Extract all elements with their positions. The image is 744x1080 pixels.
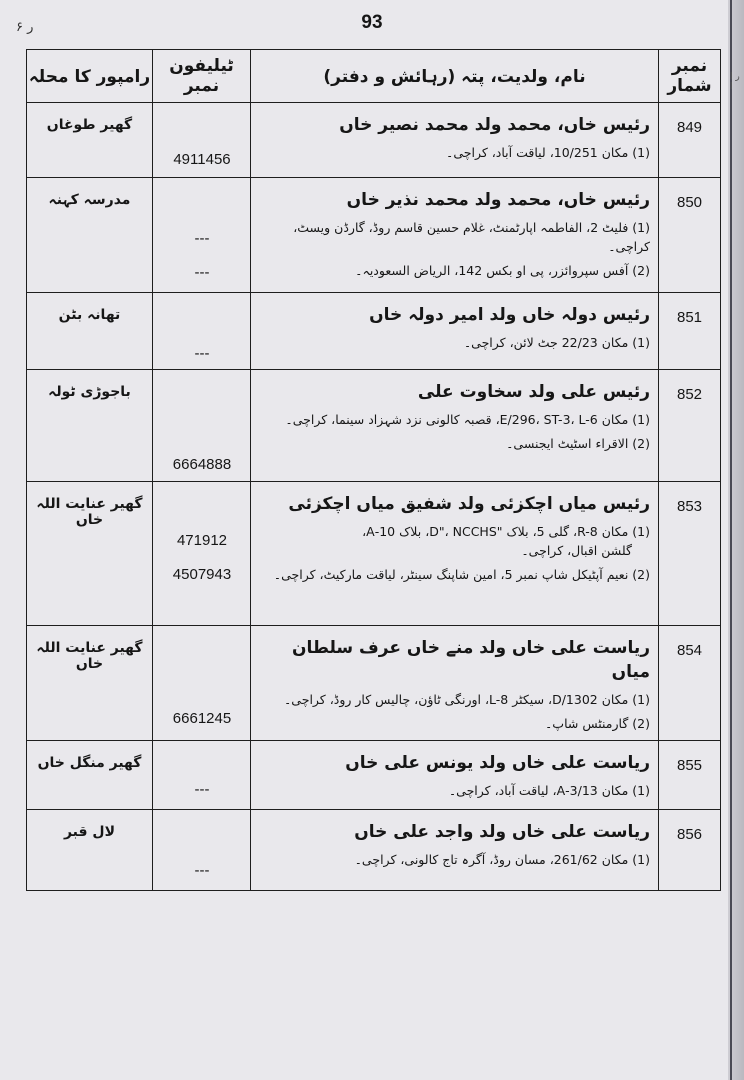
table-row: [27, 370, 721, 482]
row-person-name: رئیس علی ولد سخاوت علی: [417, 382, 650, 402]
table-header-row: [27, 50, 721, 103]
row-name-cell: [251, 293, 659, 370]
row-phone: ---: [194, 345, 210, 362]
row-phone-cell: [153, 370, 251, 482]
margin-label: ر ا ا: [730, 72, 740, 92]
row-name-cell: [251, 482, 659, 626]
row-person-name: رئیس خاں، محمد ولد محمد نصیر خاں: [339, 115, 650, 135]
row-phone: ---: [194, 862, 210, 879]
row-address-line: (1) مکان 3/13-A، لیاقت آباد، کراچی۔: [448, 783, 650, 798]
row-serial: 853: [659, 482, 721, 626]
row-name-cell: [251, 103, 659, 178]
row-address-line: (1) مکان 22/23 جٹ لائن، کراچی۔: [463, 335, 650, 350]
header-area: رامپور کا محلہ: [27, 50, 153, 103]
corner-mark: ر ۶: [16, 20, 34, 35]
row-phone: 6661245: [172, 710, 232, 727]
row-phone-cell: [153, 810, 251, 891]
row-area: مدرسہ کہنہ: [27, 178, 153, 293]
row-name-cell: [251, 810, 659, 891]
row-person-name: ریاست علی خاں ولد یونس علی خاں: [345, 753, 650, 773]
row-serial: 849: [659, 103, 721, 178]
row-area: گھیر عنایت اللہ خاں: [27, 482, 153, 626]
row-phone-cell: [153, 178, 251, 293]
row-area: گھیر منگل خاں: [27, 741, 153, 810]
book-spine: [728, 0, 744, 1080]
table-row: [27, 103, 721, 178]
row-address-line: (2) گارمنٹس شاپ۔: [544, 716, 650, 731]
row-phone: ---: [194, 230, 210, 247]
table-row: [27, 482, 721, 626]
table-row: [27, 178, 721, 293]
row-serial: 856: [659, 810, 721, 891]
row-person-name: رئیس خاں، محمد ولد محمد نذیر خاں: [346, 190, 650, 210]
row-address-line: (2) آفس سپروائزر، پی او بکس 142، الریاض السعودیہ۔: [355, 263, 650, 278]
row-area: لال قبر: [27, 810, 153, 891]
row-phone: ---: [194, 781, 210, 798]
row-phone: 4911456: [173, 151, 231, 168]
row-serial: 850: [659, 178, 721, 293]
row-phone-cell: [153, 741, 251, 810]
table-row: [27, 293, 721, 370]
row-person-name: رئیس دولہ خاں ولد امیر دولہ خاں: [369, 305, 650, 325]
row-address-line: (1) مکان 261/62، مسان روڈ، آگرہ تاج کالونی، کراچی۔: [354, 852, 650, 867]
row-area: گھیر عنایت اللہ خاں: [27, 626, 153, 741]
row-address-line: (1) فلیٹ 2، الفاطمہ اپارٹمنٹ، غلام حسین قاسم روڈ، گارڈن ویسٹ، کراچی۔: [293, 220, 650, 254]
row-address-line: (1) مکان E/296، ST-3، L-6، قصبہ کالونی نزد شہزاد سینما، کراچی۔: [285, 412, 650, 427]
row-phone-cell: [153, 482, 251, 626]
row-phone: 471912: [176, 532, 228, 549]
row-phone: 4507943: [172, 566, 232, 583]
row-phone-cell: [153, 293, 251, 370]
header-phone: ٹیلیفون نمبر: [153, 50, 251, 103]
row-phone: 6664888: [172, 456, 232, 473]
row-serial: 855: [659, 741, 721, 810]
row-serial: 851: [659, 293, 721, 370]
row-area: گھیر طوغاں: [27, 103, 153, 178]
row-area: باجوڑی ٹولہ: [27, 370, 153, 482]
row-address-line: (1) مکان D/1302، سیکٹر L-8، اورنگی ٹاؤن، چالیس کار روڈ، کراچی۔: [283, 692, 650, 707]
row-phone-cell: [153, 626, 251, 741]
row-address-line: (1) مکان 10/251، لیاقت آباد، کراچی۔: [446, 145, 650, 160]
row-address-line: گلشن اقبال، کراچی۔: [521, 543, 632, 558]
page-number: 93: [361, 12, 383, 33]
row-person-name: رئیس میاں اچکزئی ولد شفیق میاں اچکزئی: [288, 494, 650, 514]
row-area: تھانہ بٹن: [27, 293, 153, 370]
row-serial: 854: [659, 626, 721, 741]
row-name-cell: [251, 370, 659, 482]
table-row: [27, 626, 721, 741]
row-name-cell: [251, 626, 659, 741]
row-serial: 852: [659, 370, 721, 482]
row-name-cell: [251, 178, 659, 293]
row-phone-cell: [153, 103, 251, 178]
header-name: نام، ولدیت، پتہ (رہائش و دفتر): [251, 50, 659, 103]
directory-table: [26, 49, 721, 891]
row-person-name: ریاست علی خاں ولد واجد علی خاں: [354, 822, 650, 842]
row-phone: ---: [194, 264, 210, 281]
row-name-cell: [251, 741, 659, 810]
row-address-line: (2) نعیم آپٹیکل شاپ نمبر 5، امین شاپنگ سینٹر، لیاقت مارکیٹ، کراچی۔: [273, 567, 650, 582]
table-row: [27, 810, 721, 891]
row-address-line: (2) الاقراء اسٹیٹ ایجنسی۔: [506, 436, 650, 451]
row-address-line: (1) مکان R-8، گلی 5، بلاک "D"، NCCHS، بلاک 10-A،: [362, 524, 650, 539]
header-serial: نمبر شمار: [659, 50, 721, 103]
row-person-name: ریاست علی خاں ولد منے خاں عرف سلطان میاں: [292, 638, 650, 682]
table-row: [27, 741, 721, 810]
